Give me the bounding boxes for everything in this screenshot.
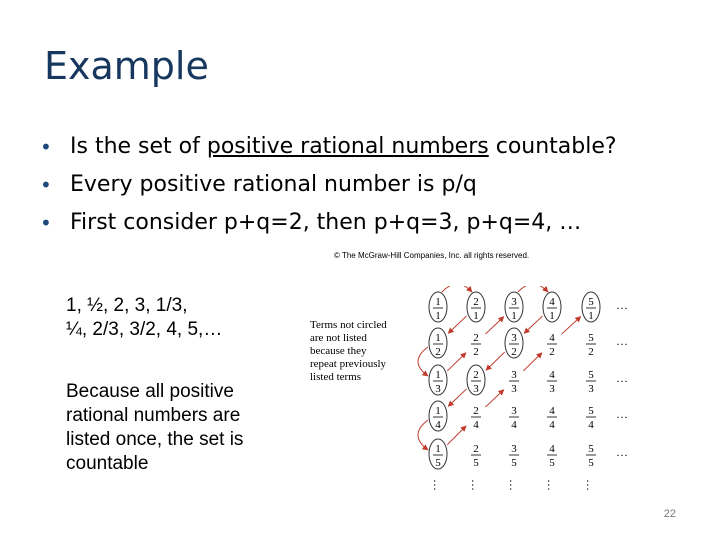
figure-note [310,319,387,383]
ellipsis-right: … [616,334,628,348]
ellipsis-down: … [584,479,598,491]
fraction-numerator: 2 [473,332,479,344]
fraction-numerator: 1 [435,296,441,308]
fraction-denominator: 4 [435,419,441,431]
enumeration-arrow [485,317,503,334]
bullet-text-post: countable? [488,134,617,159]
fraction-denominator: 4 [588,419,594,431]
enumeration-arrow [442,286,472,292]
fraction-denominator: 3 [549,383,555,395]
fraction-numerator: 3 [511,296,517,308]
fraction-numerator: 4 [549,405,555,417]
bullet-item [40,170,617,208]
fraction-denominator: 2 [473,346,479,358]
fraction-cell [467,292,485,322]
sequence-line: 1, ½, 2, 3, 1/3, [66,295,188,316]
fraction-numerator: 3 [511,443,517,455]
fraction-denominator: 5 [549,457,555,469]
fraction-denominator: 1 [511,310,517,322]
fraction-cell [467,365,485,395]
fraction-numerator: 1 [435,332,441,344]
fraction-denominator: 1 [549,310,555,322]
bullet-dot-icon: • [40,211,52,235]
ellipsis-right: … [616,298,628,312]
sequence-line: ¼, 2/3, 3/2, 4, 5,… [66,319,223,340]
ellipsis-right: … [616,407,628,421]
fraction-grid [429,292,628,491]
fraction-numerator: 4 [549,332,555,344]
fraction-numerator: 1 [435,405,441,417]
fraction-numerator: 3 [511,369,517,381]
fraction-denominator: 4 [511,419,517,431]
fraction-cell [547,443,557,469]
figure-note-line: listed terms [310,371,362,383]
fraction-cell [509,369,519,395]
fraction-denominator: 4 [473,419,479,431]
fraction-numerator: 2 [473,405,479,417]
fraction-numerator: 3 [511,332,517,344]
fraction-cell [586,443,596,469]
ellipsis-down: … [431,479,445,491]
bullet-text-underlined: positive rational numbers [206,134,489,159]
fraction-numerator: 1 [435,369,441,381]
listing-sequence [66,294,222,342]
fraction-numerator: 4 [549,369,555,381]
fraction-denominator: 1 [588,310,594,322]
fraction-denominator: 4 [549,419,555,431]
fraction-denominator: 2 [549,346,555,358]
conclusion-line: listed once, the set is [66,429,244,450]
fraction-numerator: 2 [473,296,479,308]
enumeration-arrow [562,316,581,334]
slide-title: Example [44,44,209,88]
fraction-cell [471,332,481,358]
enumeration-arrow [447,426,466,445]
enumeration-arrow [418,420,428,450]
fraction-denominator: 1 [435,310,441,322]
bullet-text: Every positive rational number is p/q [70,172,477,197]
bullet-dot-icon: • [40,173,52,197]
fraction-numerator: 4 [549,296,555,308]
figure-note-line: are not listed [310,332,367,344]
fraction-cell [429,401,447,431]
enumeration-arrow [485,390,503,407]
fraction-numerator: 5 [588,296,594,308]
conclusion-line: rational numbers are [66,405,241,426]
conclusion-line: Because all positive [66,381,234,402]
fraction-cell [586,369,596,395]
ellipsis-right: … [616,445,628,459]
fraction-denominator: 2 [511,346,517,358]
enumeration-arrow [518,286,548,292]
bullet-text: First consider p+q=2, then p+q=3, p+q=4, … [70,210,582,235]
fraction-cell [505,328,523,358]
fraction-cell [429,439,447,469]
fraction-denominator: 3 [588,383,594,395]
fraction-cell [429,365,447,395]
figure-note-line: repeat previously [310,358,387,370]
fraction-cell [582,292,600,322]
fraction-numerator: 5 [588,405,594,417]
ellipsis-down: … [507,479,521,491]
fraction-cell [471,405,481,431]
enumeration-arrow [486,352,505,370]
ellipsis-down: … [469,479,483,491]
fraction-denominator: 3 [473,383,479,395]
fraction-cell [586,332,596,358]
enumeration-arrow [524,316,542,333]
fraction-denominator: 2 [435,346,441,358]
fraction-denominator: 5 [588,457,594,469]
bullet-dot-icon: • [40,135,52,159]
bullet-item [40,132,617,170]
conclusion-text [66,380,306,476]
conclusion-line: countable [66,453,149,474]
enumeration-arrow [418,347,428,376]
fraction-cell [547,332,557,358]
fraction-cell [505,292,523,322]
fraction-numerator: 5 [588,443,594,455]
fraction-numerator: 5 [588,332,594,344]
ellipsis-right: … [616,371,628,385]
fraction-denominator: 3 [435,383,441,395]
fraction-cell [429,328,447,358]
enumeration-arrow [448,316,466,333]
fraction-numerator: 4 [549,443,555,455]
fraction-denominator: 5 [473,457,479,469]
ellipsis-down: … [545,479,559,491]
fraction-cell [471,443,481,469]
fraction-cell [586,405,596,431]
fraction-denominator: 5 [511,457,517,469]
enumeration-arrow [448,389,466,406]
fraction-denominator: 5 [435,457,441,469]
rational-enumeration-diagram [304,286,640,500]
fraction-cell [543,292,561,322]
fraction-numerator: 2 [473,369,479,381]
fraction-cell [509,443,519,469]
fraction-numerator: 3 [511,405,517,417]
bullet-text-pre: Is the set of [70,134,207,159]
fraction-cell [509,405,519,431]
figure-note-line: Terms not circled [310,319,387,331]
fraction-cell [547,405,557,431]
enumeration-arrows [418,286,581,450]
bullet-list [40,132,617,246]
fraction-cell [429,292,447,322]
fraction-numerator: 5 [588,369,594,381]
fraction-denominator: 3 [511,383,517,395]
enumeration-arrow [447,353,466,371]
page-number: 22 [663,508,676,520]
enumeration-arrow [523,353,542,371]
bullet-item [40,208,617,246]
fraction-numerator: 2 [473,443,479,455]
copyright-notice: © The McGraw-Hill Companies, Inc. all rights reserved. [334,251,530,260]
fraction-denominator: 1 [473,310,479,322]
fraction-numerator: 1 [435,443,441,455]
fraction-denominator: 2 [588,346,594,358]
fraction-cell [547,369,557,395]
figure-note-line: because they [310,345,367,357]
